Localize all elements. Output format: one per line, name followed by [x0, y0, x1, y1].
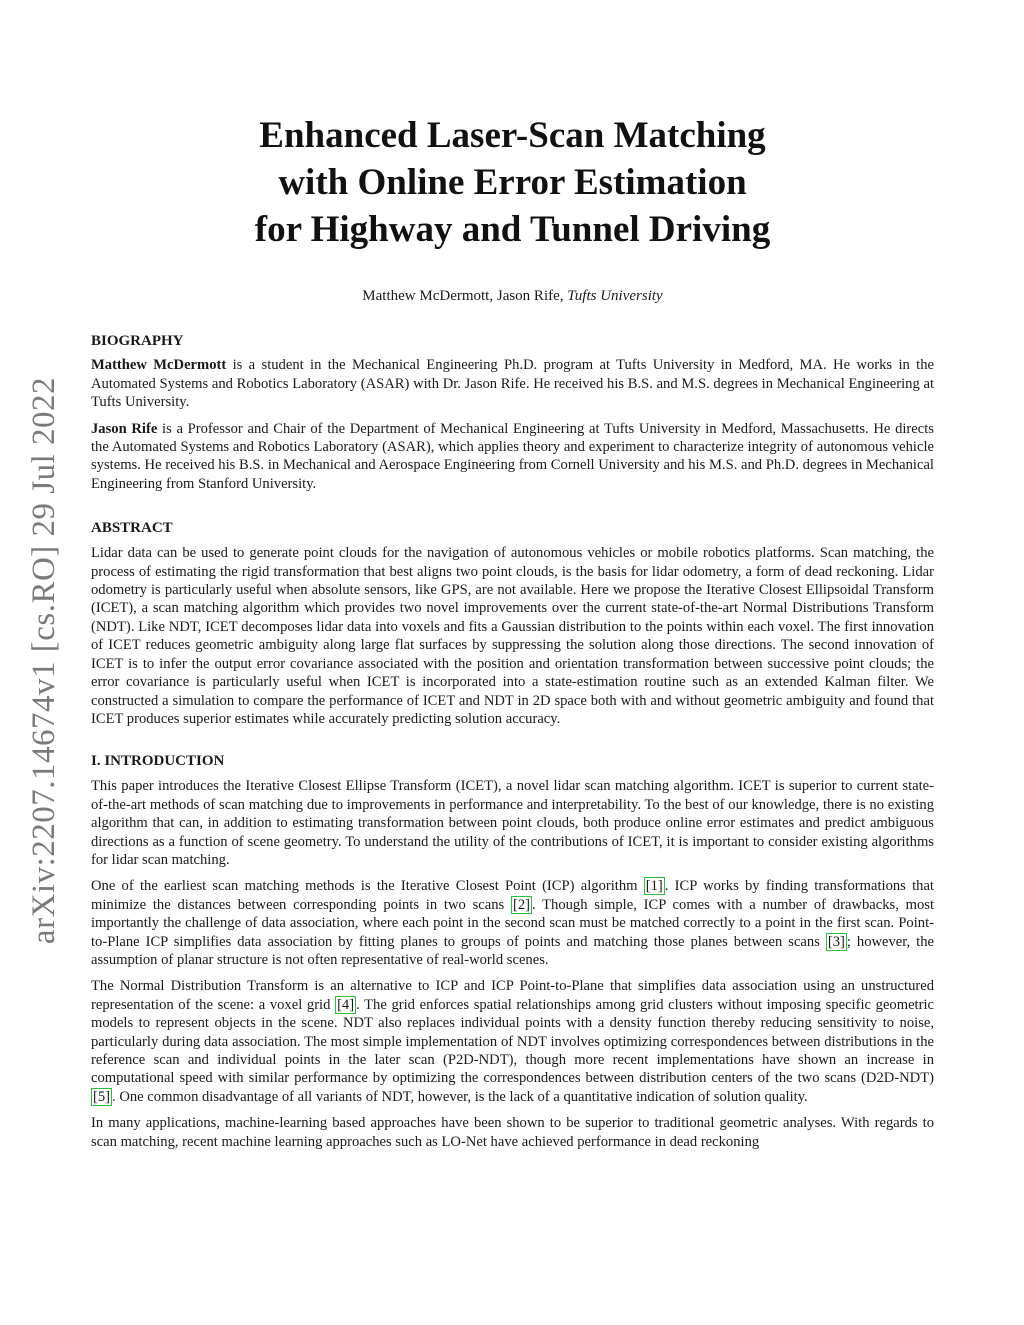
text-run: . ICP works by finding transformations that minimize the distances between corresponding points in two scans: [91, 878, 934, 913]
author-affiliation: Tufts University: [567, 288, 663, 304]
author-line: [91, 287, 934, 305]
citation-link-1[interactable]: [1]: [645, 878, 663, 895]
citation-link-3[interactable]: [3]: [827, 933, 845, 950]
title-line-3: for Highway and Tunnel Driving: [254, 209, 771, 250]
intro-paragraph-3: [91, 977, 934, 1106]
introduction-heading: I. INTRODUCTION: [91, 753, 225, 770]
text-run: ; however, the assumption of planar structure is not often representative of real-world scenes.: [91, 933, 934, 968]
intro-paragraph-2: [91, 877, 934, 969]
title-line-2: with Online Error Estimation: [278, 162, 747, 203]
text-run: One of the earliest scan matching methods is the Iterative Closest Point (ICP) algorithm: [91, 878, 644, 895]
intro-paragraph-1: This paper introduces the Iterative Closest Ellipse Transform (ICET), a novel lidar scan matching algorithm. ICET is superior to current state-of-the-art methods of scan matching due to improvements in performance and interpretability. To the best of our knowledge, there is no existing algorithm that can, in addition to estimating transformation between point clouds, both produce online error estimates and predict ambiguous directions as a function of scene geometry. To understand the utility of the contributions of ICET, it is important to consider existing algorithms for lidar scan matching.: [91, 778, 934, 868]
citation-link-4[interactable]: [4]: [337, 996, 355, 1013]
intro-paragraph-4: In many applications, machine-learning based approaches have been shown to be superior to traditional geometric analyses. With regards to scan matching, recent machine learning approaches such as LO-Net have achieved performance in dead reckoning: [91, 1115, 934, 1150]
text-run: The Normal Distribution Transform is an alternative to ICP and ICP Point-to-Plane that simplifies data association using an unstructured representation of the scene: a voxel grid: [91, 978, 934, 1013]
biography-entry-rife: [91, 420, 934, 494]
abstract-heading: ABSTRACT: [91, 520, 173, 537]
bio-text: is a student in the Mechanical Engineering Ph.D. program at Tufts University in Medford, MA. He works in the Automated Systems and Robotics Laboratory (ASAR) with Dr. Jason Rife. He received his B.S. and M.S. degrees in Mechanical Engineering at Tufts University.: [91, 357, 934, 411]
arxiv-identifier-stamp: [20, 365, 70, 955]
arxiv-identifier-text: arXiv:2207.14674v1 [cs.RO] 29 Jul 2022: [26, 376, 63, 944]
bio-text: is a Professor and Chair of the Department of Mechanical Engineering at Tufts University in Medford, Massachusetts. He directs the Automated Systems and Robotics Laboratory (ASAR), which applies theory and experiment to characterize integrity of autonomous vehicle systems. He received his B.S. in Mechanical and Aerospace Engineering from Cornell University and his M.S. and Ph.D. degrees in Mechanical Engineering from Stanford University.: [91, 420, 934, 492]
bio-name: Jason Rife: [91, 420, 158, 437]
biography-heading: BIOGRAPHY: [91, 333, 184, 350]
bio-name: Matthew McDermott: [91, 357, 227, 374]
paper-page: [91, 112, 934, 1159]
citation-link-5[interactable]: [5]: [93, 1088, 111, 1105]
paper-title: [91, 112, 934, 253]
title-line-1: Enhanced Laser-Scan Matching: [259, 115, 766, 156]
abstract-paragraph: Lidar data can be used to generate point clouds for the navigation of autonomous vehicles or mobile robotics platforms. Scan matching, the process of estimating the rigid transformation that best aligns two point clouds, is the basis for lidar odometry, a form of dead reckoning. Lidar odometry is particularly useful when absolute sensors, like GPS, are not available. Here we propose the Iterative Closest Ellipsoidal Transform (ICET), a scan matching algorithm which provides two novel improvements over the current state-of-the-art Normal Distributions Transform (NDT). Like NDT, ICET decomposes lidar data into voxels and fits a Gaussian distribution to the points within each voxel. The first innovation of ICET reduces geometric ambiguity along large flat surfaces by suppressing the solution along those directions. The second innovation of ICET is to infer the output error covariance associated with the position and orientation transformation between successive point clouds; the error covariance is particularly useful when ICET is incorporated into a state-estimation routine such as an extended Kalman filter. We constructed a simulation to compare the performance of ICET and NDT in 2D space both with and without geometric ambiguity and found that ICET produces superior estimates while accurately predicting solution accuracy.: [91, 545, 934, 727]
text-run: . The grid enforces spatial relationships among grid clusters without imposing specific geometric models to represent objects in the scene. NDT also replaces individual points with a density function thereby reducing sensitivity to noise, particularly during data association. The most simple implementation of NDT involves optimizing correspondences between distributions in the reference scan and individual points in the later scan (P2D-NDT), though more recent implementations have shown an increase in computational speed with similar performance by optimizing the correspondences between distribution centers of the two scans (D2D-NDT): [91, 996, 934, 1087]
author-names: Matthew McDermott, Jason Rife,: [362, 288, 568, 304]
text-run: . Though simple, ICP comes with a number of drawbacks, most importantly the challenge of data association, where each point in the second scan must be matched correctly to a point in the first scan. Point-to-Plane ICP simplifies data association by fitting planes to groups of points and matching those planes between scans: [91, 896, 934, 950]
citation-link-2[interactable]: [2]: [512, 896, 530, 913]
biography-entry-mcdermott: [91, 356, 934, 411]
text-run: . One common disadvantage of all variants of NDT, however, is the lack of a quantitative indication of solution quality.: [112, 1088, 808, 1105]
